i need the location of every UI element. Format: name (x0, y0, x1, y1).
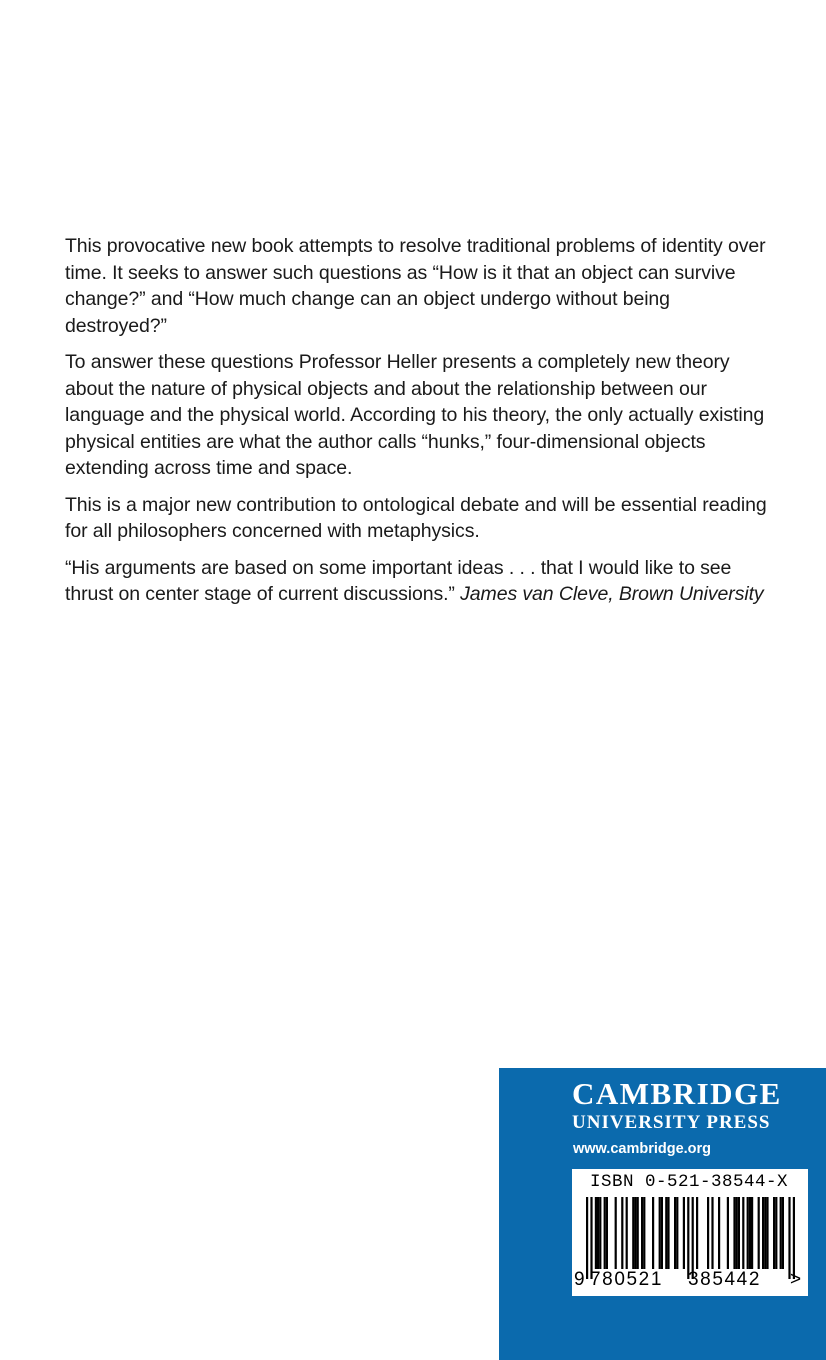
barcode-bar (749, 1197, 751, 1269)
barcode-bar (764, 1197, 766, 1269)
publisher-url[interactable]: www.cambridge.org (573, 1141, 712, 1157)
barcode-bar (711, 1197, 713, 1269)
publisher-logo-name: CAMBRIDGE (572, 1076, 782, 1111)
barcode-bar (762, 1197, 764, 1269)
back-cover-blurb (65, 233, 777, 618)
barcode-bar (775, 1197, 777, 1269)
publisher-panel (499, 1068, 826, 1360)
barcode-label (572, 1169, 808, 1296)
barcode-bar (665, 1197, 667, 1269)
barcode-bar (626, 1197, 628, 1269)
barcode-bar (667, 1197, 669, 1269)
barcode-bar (652, 1197, 654, 1269)
barcode-bar (793, 1197, 795, 1279)
barcode-bar (733, 1197, 735, 1269)
barcode-bar (604, 1197, 606, 1269)
barcode-lead-digit: 9 (574, 1269, 585, 1290)
barcode-bar (634, 1197, 636, 1269)
barcode-bar (683, 1197, 685, 1269)
blurb-paragraph-2: To answer these questions Professor Heller presents a completely new theory about the nature of physical objects and about the relationship between our language and the physical world. According to his theory, the only actually existing physical entities are what the author calls “hunks,” four-dimensional objects extending across time and space. (65, 351, 765, 479)
quote-text: “His arguments are based on some important ideas . . . that I would like to see thrust on center stage of current discussions.” (65, 556, 732, 605)
barcode-bar (738, 1197, 740, 1269)
barcode-bar (615, 1197, 617, 1269)
barcode-left-digits: 780521 (590, 1269, 664, 1290)
barcode-bar (742, 1197, 744, 1269)
barcode-bar (586, 1197, 588, 1279)
isbn-number: ISBN 0-521-38544-X (590, 1172, 789, 1192)
review-quote (65, 555, 777, 608)
barcode-bar (659, 1197, 661, 1269)
barcode-bar (676, 1197, 678, 1269)
barcode-bar (751, 1197, 753, 1269)
barcode-end-mark: > (790, 1269, 802, 1290)
publisher-logo-subtitle: UNIVERSITY PRESS (572, 1112, 771, 1133)
barcode-bar (718, 1197, 720, 1269)
barcode-bar (687, 1197, 689, 1279)
barcode-bar (661, 1197, 663, 1269)
barcode-bar (788, 1197, 790, 1279)
barcode-bar (597, 1197, 599, 1269)
barcode-bar (696, 1197, 698, 1269)
barcode-bar (707, 1197, 709, 1269)
barcode-bar (674, 1197, 676, 1269)
barcode-bar (766, 1197, 768, 1269)
barcode-bar (782, 1197, 784, 1269)
barcode-bar (595, 1197, 597, 1269)
barcode-bar (747, 1197, 749, 1269)
quote-attribution: James van Cleve, Brown University (460, 583, 764, 605)
barcode-bar (773, 1197, 775, 1269)
barcode-bar (632, 1197, 634, 1269)
barcode-bar (621, 1197, 623, 1269)
barcode-bar (599, 1197, 601, 1269)
barcode-bar (736, 1197, 738, 1269)
barcode-bar (637, 1197, 639, 1269)
barcode-bar (641, 1197, 643, 1269)
barcode-bar (758, 1197, 760, 1269)
barcode-bar (780, 1197, 782, 1269)
barcode-bar (727, 1197, 729, 1269)
barcode-right-digits: 385442 (688, 1269, 762, 1290)
barcode-bar (692, 1197, 694, 1279)
blurb-paragraph-1: This provocative new book attempts to resolve traditional problems of identity over time. It seeks to answer such questions as “How is it that an object can survive change?” and “How much change can an object undergo without being destroyed?” (65, 235, 766, 337)
barcode-bar (606, 1197, 608, 1269)
blurb-paragraph-3: This is a major new contribution to ontological debate and will be essential reading for all philosophers concerned with metaphysics. (65, 493, 767, 542)
barcode-bar (590, 1197, 592, 1279)
barcode-bar (643, 1197, 645, 1269)
